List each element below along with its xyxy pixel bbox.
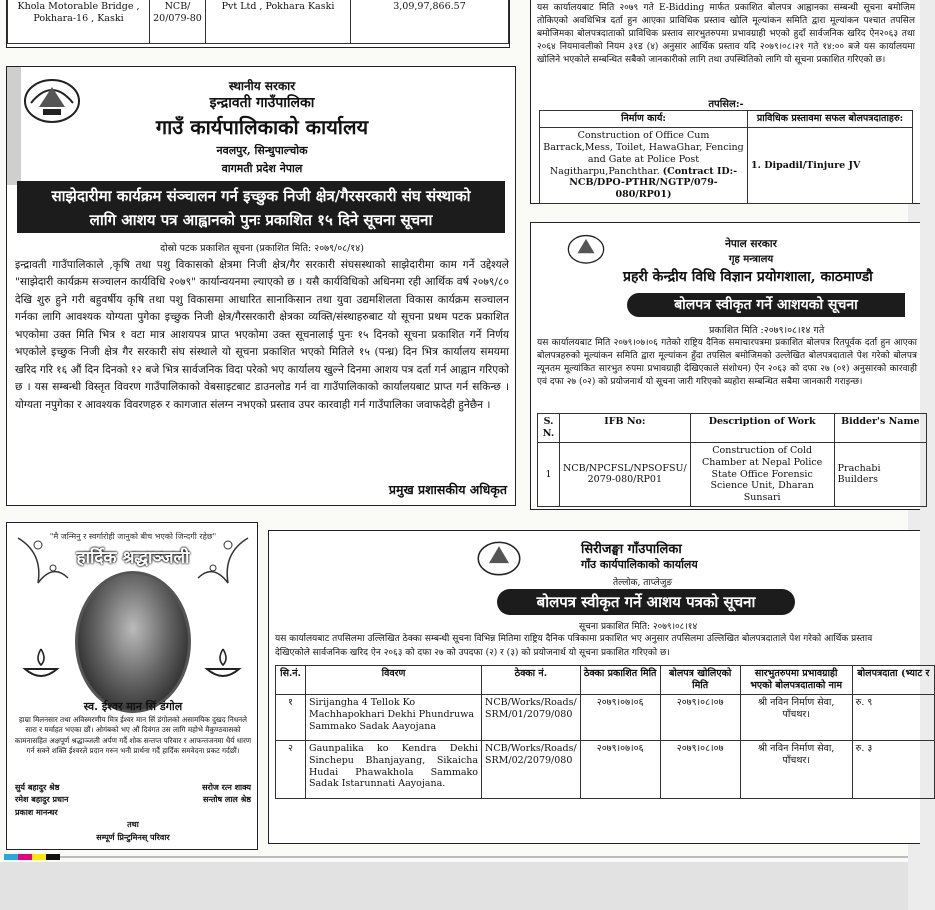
local-govt: स्थानीय सरकार	[228, 79, 296, 93]
top-left-table	[7, 0, 509, 44]
forensic-ministry: गृह मन्त्रालय	[728, 254, 774, 265]
siri-th-desc: विवरण	[306, 666, 482, 695]
indrawati-notice	[6, 66, 516, 506]
siri-r2-pub: २०७९।०७।०६	[580, 740, 660, 798]
forensic-bidder: Prachabi Builders	[834, 442, 926, 506]
siri-th-opendate: बोलपत्र खोलिएको मिति	[660, 666, 740, 695]
deceased-name: स्व. ईश्वर मान सिं डंगोल	[83, 700, 183, 713]
sirijangha-office: गाँउ कार्यपालिकाको कार्यालय	[581, 558, 698, 571]
color-registration-bar	[4, 854, 60, 860]
forensic-ifb: NCB/NPCFSL/NPSOFSU/ 2079-080/RP01	[560, 442, 691, 506]
notice-headline-2: लागि आशय पत्र आह्वानको पुनः प्रकाशित १५ दिने सूचना सूचना	[89, 211, 433, 229]
siri-r1-bidder: श्री नविन निर्माण सेवा, पाँचथर।	[740, 694, 852, 740]
forensic-body: यस कार्यालयबाट मिति २०७९।०७।०६ गतेको राष्ट्रिय दैनिक समाचारपत्रमा प्रकाशित बोलपत्र रितपूर्वक दर्ता हुन आएका बोलपत्रहरुको मूल्यांकन समिति द्वारा मूल्यांकन हुँदा तपसिल बमोजिमको उल्लेखित बोलपत्रदाताले पेश गरेको बोलपत्र न्यूनतम मूल्यांकित सारभुत रुपमा प्रभावग्राही देखिएकाले संशोधन) ऐन २०६३ को दफा २७ (०१) अनुसारको कारवाही एवं दफा २७ (०२) को प्रयोजनार्थ यो सूचना जारी गरिएको ब्यहोरा सम्बन्धित सबैमा जानकारी गराइन्छ।	[537, 338, 917, 388]
siri-r2-open: २०७९।०८।०७	[660, 740, 740, 798]
table-row	[276, 694, 935, 740]
notice-headline-banner	[17, 181, 505, 233]
table-row	[276, 740, 935, 798]
siri-r2-contract: NCB/Works/Roads/ SRM/02/2079/080	[482, 740, 581, 798]
siri-th-bidder: सारभुतरुपमा प्रभावग्राही भएको बोलपत्रदाताको नाम	[740, 666, 852, 695]
sirijangha-banner: बोलपत्र स्वीकृत गर्ने आशय पत्रको सूचना	[497, 589, 795, 615]
barrack-work-text: Construction of Office Cum Barrack,Mess, Toilet, HawaGhar, Fencing and Gate at Police Post Nagitharpu,Panchthar.	[543, 129, 744, 177]
siri-r1-contract: NCB/Works/Roads/ SRM/01/2079/080	[482, 694, 581, 740]
floral-decoration-icon	[13, 533, 73, 613]
tribute-text: हाम्रा मिलनसार तथा अविस्मरणीय मित्र ईश्वर मान सिं डंगोलको असामयिक दुखद निधनले सारा र मर्माहत भएका छौं। ओगंबको भए औं दिवंगत उस लागि महोभे मैकुण्ठवासको कामनासहित अक्षपूर्ण श्रद्धाञ्जली अर्पण गर्दै शोक सन्तप्त परिवार र आफन्तजनमा धैर्य धारण गर्न सक्ने शक्ति ईश्वरले प्रदान गरुन भनी प्रार्थना गर्दै हार्दिक समवेदना प्रकट गर्दछौं।	[14, 715, 252, 756]
siri-th-pubdate: ठेक्का प्रकाशित मिति	[580, 666, 660, 695]
siri-th-amount: बोलपत्रदाता (भ्याट र	[852, 666, 934, 695]
office-title: गाउँ कार्यपालिकाको कार्यालय	[155, 115, 369, 139]
oil-lamp-icon-2	[203, 643, 243, 683]
tribute-heading: हार्दिक श्रद्धाञ्जली	[76, 548, 190, 568]
forensic-desc: Construction of Cold Chamber at Nepal Police State Office Forensic Science Unit, Dharan Sunsari	[690, 442, 834, 506]
sirijangha-body-2: देखिएकोले सार्वजनिक खरिद ऐन २०६३ को दफा २७ को उपदफा (२) र (३) को प्रयोजनार्थ यो सूचना प्रकाशित गरिएको छ।	[275, 648, 670, 658]
barrack-th-work: निर्माण कार्य:	[540, 111, 748, 128]
siri-r1-amount: रु. ९	[852, 694, 934, 740]
notice-subline: दोस्रो पटक प्रकाशित सूचना (प्रकाशित मिति: २०७९/०८/१४)	[160, 243, 364, 254]
floral-decoration-icon-2	[193, 533, 253, 613]
sirijangha-body-1: यस कार्यालयबाट तपसिलमा उल्लिखित ठेक्का सम्बन्धी सूचना विभिन्न मितिमा राष्ट्रिय दैनिक पत्रिकामा प्रकाशित भए अनुसार तपसिलमा उल्लिखित बोलपत्रदाताले पेश गरेको आर्थिक प्रस्ताव	[275, 634, 873, 644]
sirijangha-name: सिरीजङ्घा गाँउपालिका	[581, 542, 682, 557]
notice-headline: साझेदारीमा कार्यक्रम संञ्चालन गर्न इच्छुक निजी क्षेत्र/गैरसरकारी संघ संस्थाको	[51, 187, 471, 205]
barrack-details-label: तपसिल:-	[708, 99, 744, 110]
siri-r1-pub: २०७९।०७।०६	[580, 694, 660, 740]
top-left-table-box	[6, 0, 510, 48]
family-member-5: प्रकाश मानन्धर	[15, 806, 58, 817]
bottom-margin	[0, 862, 908, 910]
barrack-bidder: 1. Dipadil/Tinjure JV	[748, 127, 913, 203]
barrack-th-bidder: प्राविधिक प्रस्तावमा सफल बोलपत्रदाताहरु:	[748, 111, 913, 128]
barrack-contract-id: (Contract ID:-NCB/DPO-PTHR/NGTP/079-080/RP01)	[569, 165, 738, 201]
forensic-th-desc: Description of Work	[690, 414, 834, 443]
forensic-sn: 1	[538, 442, 560, 506]
barrack-table	[539, 110, 913, 204]
tribute-family-list	[15, 781, 251, 843]
notice-body: इन्द्रावती गाउँपालिकाले ,कृषि तथा पशु विकासको क्षेत्रमा निजी क्षेत्र/गैर सरकारी संघसस्थाको साझेदारीमा काम गर्ने उद्देश्यले "साझेदारी कार्यक्रम सञ्चालन कार्यविधि २०७९" कार्यान्वयनमा ल्याएको छ । यसै कार्यविधिको अधिनमा रही आर्थिक वर्ष २०७९/८० देखि शुरु हुने गरी बहुवर्षीय कृषि तथा पशु विकासमा आधारित सानाकिसान तथा युवा उद्यमशिलता विकास कार्यक्रम सञ्चालन गर्नका लागि आवश्यक योग्यता पुगेका इच्छुक निजी क्षेत्र/गैरसरकारी क्षेत्रका व्यक्ति/संस्थाहरुबाट यो सूचना प्रथम पटक प्रकाशित भएकोमा उक्त मिति भित्र १ वटा मात्र आशयपत्र प्राप्त भएकोमा उक्त सूचनालाई पुनः १५ दिनको सूचना प्रकाशित गर्ने निर्णय भएकोले इच्छुक निजी क्षेत्र गैर सरकारी संघ संस्थाले यो सूचना प्रकाशित भएको मितिले १५ (पन्ध्र) दिन भित्र कार्यालय समयमा खरिद गरि १६ औं दिन दिनको १२ बजे भित्र सार्वजनिक विदा परेको भए कार्यालय खुल्ने दिनमा आशय पत्र दर्ता गर्न आह्वान गरिएको छ । यस सम्बन्धी विस्तृत विवरण गाउँपालिकाको वेबसाइटबाट डाउनलोड गर्न वा गाउँपालिकाको कार्यालयबाट प्राप्त गर्न सकिन्छ । योग्यता नपुगेका र आवश्यक विवरणहरु र कागजात संलग्न नभएको प्रस्ताव उपर कारवाही गर्न गाउँपालिका जवाफदेही हुनेछैन ।	[15, 259, 509, 411]
forensic-banner: बोलपत्र स्वीकृत गर्ने आशयको सूचना	[627, 293, 905, 317]
page-rule	[60, 856, 908, 858]
cell-company: Pvt Ltd , Pokhara Kaski	[206, 0, 351, 44]
notice-signature: प्रमुख प्रशासकीय अधिकृत	[388, 482, 507, 497]
forensic-th-sn: S. N.	[538, 414, 560, 443]
barrack-work	[540, 127, 748, 203]
forensic-date: प्रकाशित मिति :२०७९।०८।१४ गते	[709, 325, 825, 336]
forensic-table	[537, 413, 927, 507]
siri-r2-bidder: श्री नविन निर्माण सेवा, पाँचथर।	[740, 740, 852, 798]
barrack-notice-body: यस कार्यालयबाट मिति २०७९ गते E-Bidding मार्फत प्रकाशित बोलपत्र आह्वानका सम्बन्धी सूचना बमोजिम तोकिएको अवधिभित्र दर्ता हुन आएका प्राविधिक प्रस्ताव खोलि मूल्यांकन समिति द्वारा मूल्यांकन पश्चात तपसिल बमोजिमका बोलपत्रदाताको प्राविधिक प्रस्ताव सारभुतरुपमा प्रभावग्राही भएको हुदाँ सार्वजनिक खरिद ऐन२०६३ तथा २०६४ नियमावलीको नियम ३१ड (४) अनुसार आर्थिक प्रस्ताव यदि २०७९।०८।२१ गते १४:०० बजे यस कार्यालयमा खोलिने भएकोले सम्बन्धित सबैको जानकारीको लागि तथा उपस्थितिको लागि यो सूचना प्रकाशित गरिएको छ।	[537, 3, 915, 66]
forensic-th-ifb: IFB No:	[560, 414, 691, 443]
siri-r1-desc: Sirijangha 4 Tellok Ko Machhapokhari Dekhi Phundruwa Sammako Sadak Aayojana	[306, 694, 482, 740]
forensic-th-bidder: Bidder's Name	[834, 414, 926, 443]
sirijangha-table	[275, 665, 935, 799]
family-member-1: सुर्य बहादुर श्रेष्ठ	[15, 782, 60, 792]
tribute-quote: "मै जन्मिनु र स्वर्गारोही जानुको बीच भएको जिन्दगी रहेछ"	[49, 532, 217, 541]
oil-lamp-icon	[21, 643, 61, 683]
cell-location: Khola Motorable Bridge , Pokhara-16 , Kaski	[8, 0, 150, 44]
municipality-name: इन्द्रावती गाउँपालिका	[209, 95, 315, 111]
province-name: वागमती प्रदेश नेपाल	[221, 162, 303, 175]
siri-r1-sn: १	[276, 694, 306, 740]
siri-th-sn: सि.नं.	[276, 666, 306, 695]
nepal-emblem-icon-3	[475, 537, 523, 577]
tribute-box	[6, 522, 258, 850]
siri-r2-desc: Gaunpalika ko Kendra Dekhi Sinchepu Bhanjayang, Sikaicha Hudai Phawakhola Sammako Sadak Istarunnati Aayojana.	[306, 740, 482, 798]
portrait-photo	[75, 571, 191, 713]
siri-r2-amount: रु. ३	[852, 740, 934, 798]
sirijangha-address: तेल्लोक, ताप्लेजुङ	[613, 578, 673, 588]
forensic-govt: नेपाल सरकार	[725, 238, 777, 250]
forensic-office: प्रहरी केन्द्रीय विधि विज्ञान प्रयोगशाला, काठमाण्डौ	[623, 269, 873, 285]
cell-ifb: NCB/ 20/079-80	[150, 0, 206, 44]
family-member-2: सरोज रत्न शाक्य	[202, 782, 251, 792]
police-barrack-notice	[530, 0, 920, 204]
family-all: सम्पूर्ण प्रिन्टुमिनस् परिवार	[96, 831, 170, 842]
cell-amount: 3,09,97,866.57	[351, 0, 509, 44]
office-address: नवलपुर, सिन्धुपाल्चोक	[216, 144, 308, 157]
sirijangha-date: सूचना प्रकाशित मिति: २०७९।०८।१४	[579, 622, 698, 632]
nepal-emblem-icon-2	[565, 231, 607, 265]
family-member-3: रमेश बहादुर प्रधान	[15, 794, 69, 805]
siri-r2-sn: २	[276, 740, 306, 798]
siri-r1-open: २०७९।०८।०७	[660, 694, 740, 740]
forensic-notice	[530, 222, 920, 510]
family-member-4: सन्तोष लाल श्रेष्ठ	[203, 794, 251, 805]
sirijangha-notice	[268, 530, 930, 844]
family-and: तथा	[127, 819, 139, 830]
siri-th-contract: ठेक्का नं.	[482, 666, 581, 695]
